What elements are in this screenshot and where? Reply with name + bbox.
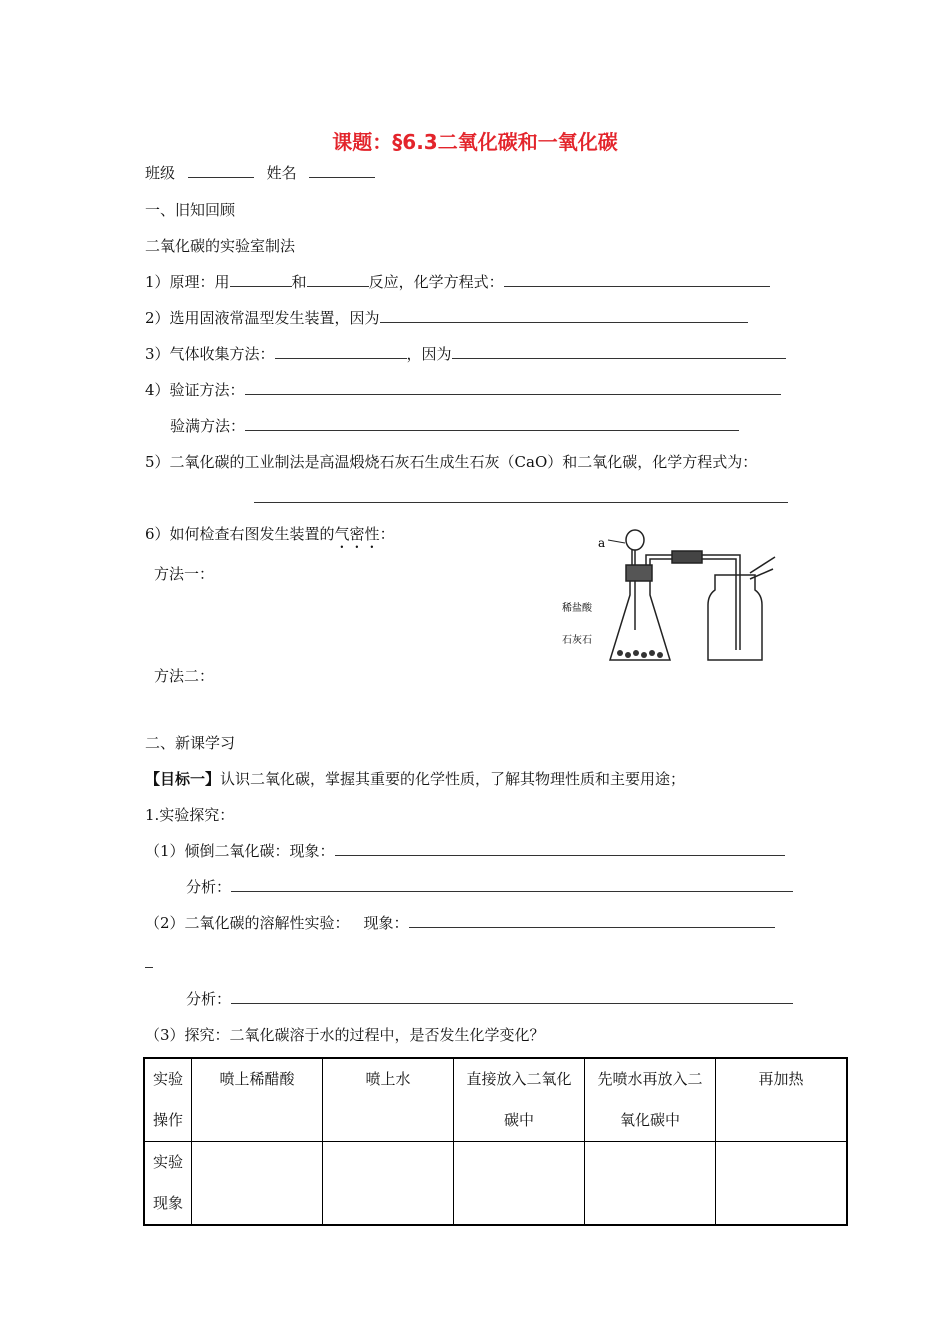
q1-text-a: 1）原理：用 <box>145 273 230 291</box>
e3: （3）探究：二氧化碳溶于水的过程中，是否发生化学变化？ <box>145 1026 545 1044</box>
header-line <box>145 163 375 183</box>
label-a: a <box>598 536 606 550</box>
e2-analysis <box>186 989 793 1009</box>
op-4a: 先喷水再放入二 <box>597 1070 703 1088</box>
op-1: 喷上稀醋酸 <box>219 1070 295 1088</box>
section1-heading: 一、旧知回顾 <box>145 201 236 219</box>
op-cell <box>192 1058 323 1142</box>
table-row <box>144 1058 847 1142</box>
row-header-phenomenon <box>144 1142 192 1226</box>
section1-subheading: 二氧化碳的实验室制法 <box>145 237 296 255</box>
q4-blank[interactable] <box>245 380 781 395</box>
q5: 5）二氧化碳的工业制法是高温煅烧石灰石生成生石灰（CaO）和二氧化碳，化学方程式为： <box>145 453 758 471</box>
q3-text-b: ，因为 <box>406 345 452 363</box>
e1-analysis <box>186 877 793 897</box>
row1-head-2: 操作 <box>152 1111 183 1129</box>
q4b-blank[interactable] <box>245 416 739 431</box>
op-4b: 氧化碳中 <box>619 1111 680 1129</box>
op-5: 再加热 <box>758 1070 804 1088</box>
e1 <box>145 841 785 861</box>
q3 <box>145 344 786 364</box>
class-field[interactable] <box>188 163 254 178</box>
row2-head-1: 实验 <box>152 1153 183 1171</box>
name-field[interactable] <box>309 163 375 178</box>
result-cell[interactable] <box>454 1142 585 1226</box>
q4b <box>170 416 739 436</box>
q3-text-a: 3）气体收集方法： <box>145 345 275 363</box>
q3-blank-1[interactable] <box>275 344 407 359</box>
q1-text-b: 和 <box>291 273 307 291</box>
e2-analysis-label: 分析： <box>186 990 232 1008</box>
row1-head-1: 实验 <box>152 1070 183 1088</box>
method1: 方法一： <box>154 565 215 583</box>
q2 <box>145 308 748 328</box>
q1-text-c: 反应，化学方程式： <box>368 273 504 291</box>
op-2: 喷上水 <box>365 1070 411 1088</box>
q1-blank-1[interactable] <box>230 272 292 287</box>
e2-text-a: （2）二氧化碳的溶解性实验： <box>145 914 350 932</box>
e2-continuation <box>145 953 153 973</box>
result-cell[interactable] <box>585 1142 716 1226</box>
op-3a: 直接放入二氧化 <box>466 1070 572 1088</box>
goal-prefix: 【目标一】 <box>145 770 221 788</box>
op-cell <box>716 1058 848 1142</box>
op-cell <box>585 1058 716 1142</box>
section2-heading: 二、新课学习 <box>145 734 236 752</box>
q6 <box>145 524 395 552</box>
label-stone: 石灰石 <box>562 635 592 646</box>
q3-blank-2[interactable] <box>452 344 786 359</box>
e2-blank-cont[interactable] <box>145 953 153 968</box>
q4b-text: 验满方法： <box>170 417 246 435</box>
e2 <box>145 913 775 933</box>
result-cell[interactable] <box>716 1142 848 1226</box>
result-cell[interactable] <box>323 1142 454 1226</box>
q6-text-a: 6）如何检查右图发生装置的 <box>145 525 335 543</box>
e2-blank[interactable] <box>409 913 775 928</box>
result-cell[interactable] <box>192 1142 323 1226</box>
q6-text-c: ： <box>379 525 395 543</box>
q1-blank-3[interactable] <box>504 272 770 287</box>
row2-head-2: 现象 <box>152 1194 183 1212</box>
op-3b: 碳中 <box>503 1111 534 1129</box>
q2-blank[interactable] <box>380 308 748 323</box>
method2: 方法二： <box>154 667 215 685</box>
e1-text: （1）倾倒二氧化碳：现象： <box>145 842 335 860</box>
e1-analysis-label: 分析： <box>186 878 232 896</box>
apparatus-figure <box>562 525 780 667</box>
q5-answer-line <box>254 488 788 508</box>
op-cell <box>323 1058 454 1142</box>
exp-heading: 1.实验探究： <box>145 806 235 824</box>
goal-line <box>145 769 685 789</box>
q5-blank[interactable] <box>254 488 788 503</box>
row-header-operation <box>144 1058 192 1142</box>
q1-blank-2[interactable] <box>307 272 369 287</box>
table-row <box>144 1142 847 1226</box>
e2-analysis-blank[interactable] <box>231 989 793 1004</box>
op-cell <box>454 1058 585 1142</box>
q6-emphasis: 气密性 <box>334 525 380 543</box>
e1-analysis-blank[interactable] <box>231 877 793 892</box>
label-acid: 稀盐酸 <box>562 603 592 614</box>
e1-blank[interactable] <box>335 841 785 856</box>
q4 <box>145 380 781 400</box>
e2-text-b: 现象： <box>363 914 409 932</box>
page-title: 课题：§6.3二氧化碳和一氧化碳 <box>332 130 618 154</box>
experiment-table <box>143 1057 848 1226</box>
goal-text: 认识二氧化碳，掌握其重要的化学性质，了解其物理性质和主要用途； <box>220 770 686 788</box>
name-label: 姓名 <box>266 164 297 182</box>
q1 <box>145 272 770 292</box>
q2-text: 2）选用固液常温型发生装置，因为 <box>145 309 380 327</box>
q4-text: 4）验证方法： <box>145 381 245 399</box>
class-label: 班级 <box>145 164 176 182</box>
